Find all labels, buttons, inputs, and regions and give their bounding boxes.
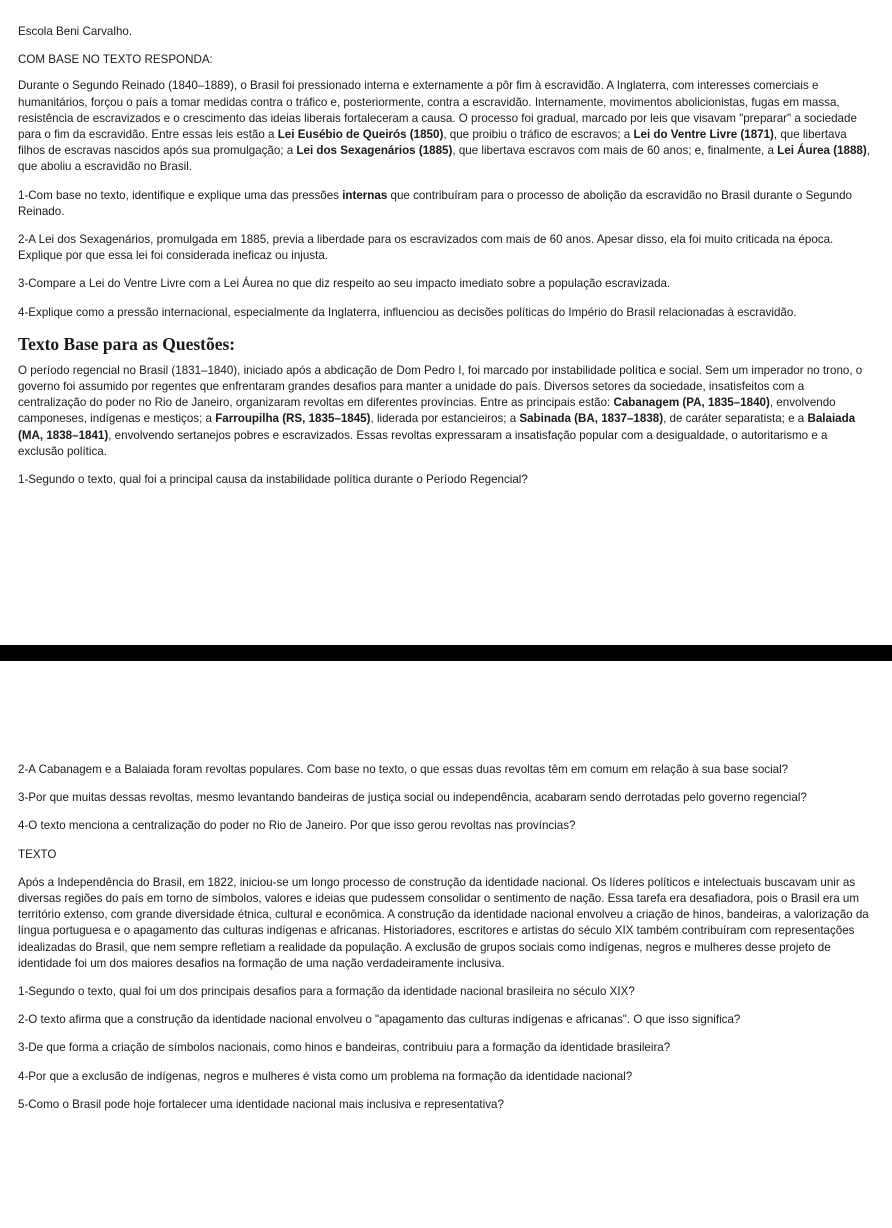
page-2 bbox=[18, 762, 874, 1125]
text-regency-period: O período regencial no Brasil (1831–1840), iniciado após a abdicação de Dom Pedro I, foi marcado por instabilidade política e social. Sem um imperador no trono, o governo foi assumido por regentes que enfrentaram grandes desafios para manter a unidade do país. Diversos setores da sociedade, insatisfeitos com a centralização do poder no Rio de Janeiro, organizaram revoltas em diferentes províncias. Entre as principais estão: Cabanagem (PA, 1835–1840), envolvendo camponeses, indígenas e mestiços; a Farroupilha (RS, 1835–1845), liderada por estancieiros; a Sabinada (BA, 1837–1838), de caráter separatista; e a Balaiada (MA, 1838–1841), envolvendo sertanejos pobres e escravizados. Essas revoltas expressaram a insatisfação popular com a desigualdade, o autoritarismo e a exclusão política. bbox=[18, 363, 863, 458]
question-3-5: 5-Como o Brasil pode hoje fortalecer uma identidade nacional mais inclusiva e representativa? bbox=[18, 1097, 504, 1111]
text-slavery-abolition: Durante o Segundo Reinado (1840–1889), o Brasil foi pressionado interna e externamente a pôr fim à escravidão. A Inglaterra, com interesses comerciais e humanitários, forçou o país a tomar medidas contra o tráfico e, posteriormente, contra a escravidão. Internamente, movimentos abolicionistas, fugas em massa, resistência de escravizados e o crescimento das ideias liberais fortaleceram a causa. O processo foi gradual, marcado por leis que visavam "preparar" a sociedade para o fim da escravidão. Entre essas leis estão a Lei Eusébio de Queirós (1850), que proibiu o tráfico de escravos; a Lei do Ventre Livre (1871), que libertava filhos de escravas nascidos após sua promulgação; a Lei dos Sexagenários (1885), que libertava escravos com mais de 60 anos; e, finalmente, a Lei Áurea (1888), que aboliu a escravidão no Brasil. bbox=[18, 79, 870, 174]
school-name: Escola Beni Carvalho. bbox=[18, 25, 133, 38]
question-1-2: 2-A Lei dos Sexagenários, promulgada em 1885, previa a liberdade para os escravizados com mais de 60 anos. Apesar disso, ela foi muito criticada na época. Explique por que essa lei foi considerada ineficaz ou injusta. bbox=[18, 233, 834, 263]
question-1-4: 4-Explique como a pressão internacional, especialmente da Inglaterra, influenciou as decisões políticas do Império do Brasil relacionadas à escravidão. bbox=[18, 305, 797, 319]
text-national-identity: Após a Independência do Brasil, em 1822, iniciou-se um longo processo de construção da identidade nacional. Os líderes políticos e intelectuais buscavam unir as diversas regiões do país em torno de símbolos, valores e ideias que pudessem consolidar o sentimento de nação. Essa tarefa era desafiadora, pois o Brasil era um território extenso, com grande diversidade étnica, cultural e econômica. A construção da identidade nacional envolveu a criação de hinos, bandeiras, a valorização da língua portuguesa e o apagamento das culturas indígenas e africanas. Historiadores, escritores e artistas do século XIX também contribuíram com representações idealizadas do Brasil, que nem sempre refletiam a realidade da população. A exclusão de grupos sociais como indígenas, negros e mulheres desse projeto de identidade foi um dos maiores desafios na formação de uma nação verdadeiramente inclusiva. bbox=[18, 875, 869, 970]
revolt-cabanagem: Cabanagem (PA, 1835–1840) bbox=[613, 396, 770, 410]
question-2-1: 1-Segundo o texto, qual foi a principal causa da instabilidade política durante o Período Regencial? bbox=[18, 473, 528, 487]
question-2-4: 4-O texto menciona a centralização do poder no Rio de Janeiro. Por que isso gerou revoltas nas províncias? bbox=[18, 819, 576, 833]
law-aurea: Lei Áurea (1888) bbox=[777, 144, 867, 158]
question-3-4: 4-Por que a exclusão de indígenas, negros e mulheres é vista como um problema na formação da identidade nacional? bbox=[18, 1069, 633, 1083]
law-sexagenarios: Lei dos Sexagenários (1885) bbox=[296, 144, 453, 158]
section-title: Texto Base para as Questões: bbox=[18, 333, 236, 354]
revolt-sabinada: Sabinada (BA, 1837–1838) bbox=[519, 412, 664, 426]
page-separator-bar bbox=[0, 645, 892, 661]
question-1-3: 3-Compare a Lei do Ventre Livre com a Lei Áurea no que diz respeito ao seu impacto imediato sobre a população escravizada. bbox=[18, 277, 671, 291]
revolt-farroupilha: Farroupilha (RS, 1835–1845) bbox=[215, 412, 371, 426]
page-1 bbox=[18, 24, 874, 500]
law-eusebio: Lei Eusébio de Queirós (1850) bbox=[277, 128, 444, 142]
question-3-1: 1-Segundo o texto, qual foi um dos principais desafios para a formação da identidade nacional brasileira no século XIX? bbox=[18, 985, 635, 999]
question-2-3: 3-Por que muitas dessas revoltas, mesmo levantando bandeiras de justiça social ou independência, acabaram sendo derrotadas pelo governo regencial? bbox=[18, 791, 807, 805]
text-label: TEXTO bbox=[18, 847, 57, 861]
question-1-1: 1-Com base no texto, identifique e explique uma das pressões internas que contribuíram para o processo de abolição da escravidão no Brasil durante o Segundo Reinado. bbox=[18, 188, 852, 218]
question-3-3: 3-De que forma a criação de símbolos nacionais, como hinos e bandeiras, contribuiu para a formação da identidade brasileira? bbox=[18, 1041, 671, 1055]
revolt-balaiada: Balaiada (MA, 1838–1841) bbox=[18, 412, 856, 442]
question-3-2: 2-O texto afirma que a construção da identidade nacional envolveu o "apagamento das culturas indígenas e africanas". O que isso significa? bbox=[18, 1013, 741, 1027]
law-ventre-livre: Lei do Ventre Livre (1871) bbox=[633, 128, 774, 142]
instruction-heading: COM BASE NO TEXTO RESPONDA: bbox=[18, 53, 213, 67]
question-2-2: 2-A Cabanagem e a Balaiada foram revoltas populares. Com base no texto, o que essas duas revoltas têm em comum em relação à sua base social? bbox=[18, 763, 789, 776]
